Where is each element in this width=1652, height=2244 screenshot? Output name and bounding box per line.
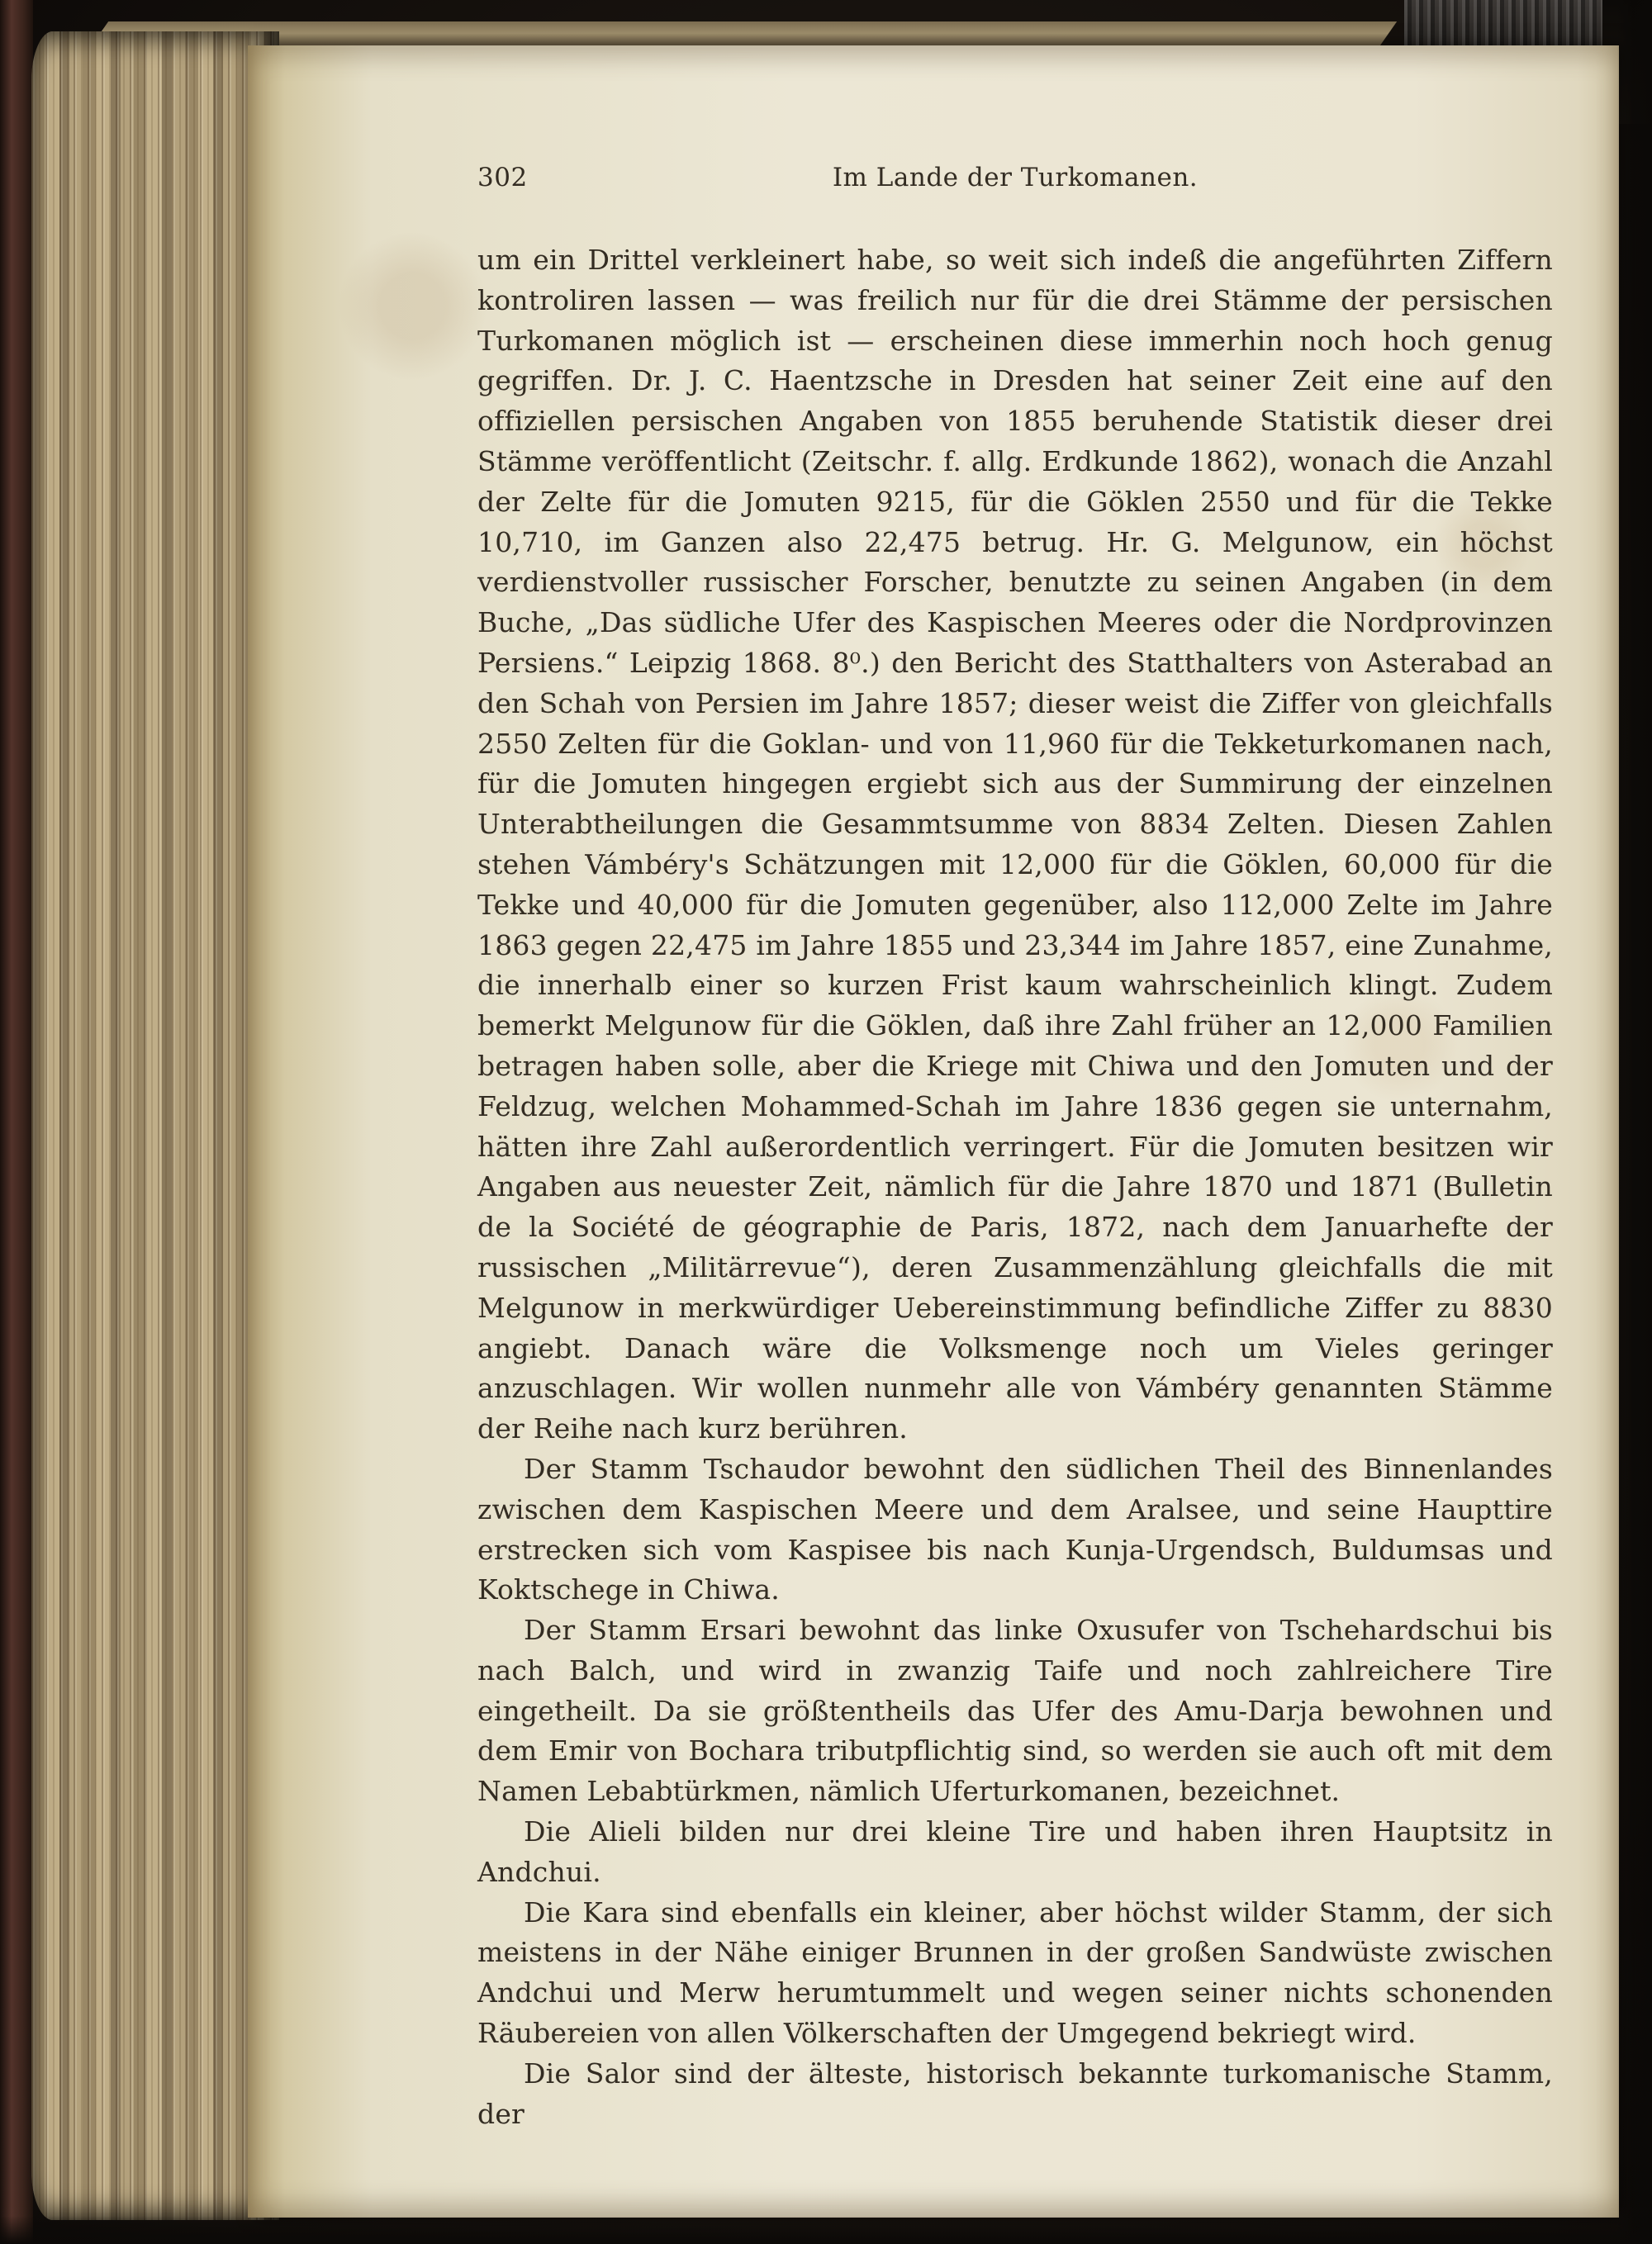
paragraph: Die Salor sind der älteste, historisch bekannte turkomanische Stamm, der (477, 2057, 1553, 2130)
paragraph: Die Alieli bilden nur drei kleine Tire und haben ihren Hauptsitz in Andchui. (477, 1815, 1553, 1888)
running-title: Im Lande der Turkomanen. (832, 163, 1199, 192)
paragraph: Die Kara sind ebenfalls ein kleiner, aber höchst wilder Stamm, der sich meistens in der Nähe einiger Brunnen in der großen Sandwüste zwischen Andchui und Merw herumtummelt und wegen seiner nichts schonenden Räubereien von allen Völkerschaften der Umgegend bekriegt wird. (477, 1895, 1553, 2050)
book-cover-edge (0, 0, 33, 2244)
page-stack-fore-edges (31, 31, 279, 2220)
body-text (477, 240, 1553, 2134)
background-bottom-edge (0, 2216, 1652, 2244)
page-top-edges (90, 21, 1397, 48)
paragraph: um ein Drittel verkleinert habe, so weit sich indeß die angeführten Ziffern kontroliren lassen — was freilich nur für die drei Stämme der persischen Turkomanen möglich ist — erscheinen diese immerhin noch hoch genug gegriffen. Dr. J. C. Haentzsche in Dresden hat seiner Zeit eine auf den offiziellen persischen Angaben von 1855 beruhende Statistik dieser drei Stämme veröffentlicht (Zeitschr. f. allg. Erdkunde 1862), wonach die Anzahl der Zelte für die Jomuten 9215, für die Göklen 2550 und für die Tekke 10,710, im Ganzen also 22,475 betrug. Hr. G. Melgunow, ein höchst verdienstvoller russischer Forscher, benutzte zu seinen Angaben (in dem Buche, „Das südliche Ufer des Kaspischen Meeres oder die Nordprovinzen Persiens.“ Leipzig 1868. 8⁰.) den Bericht des Statthalters von Asterabad an den Schah von Persien im Jahre 1857; dieser weist die Ziffer von gleichfalls 2550 Zelten für die Goklan- und von 11,960 für die Tekketurkomanen nach, für die Jomuten hingegen ergiebt sich aus der Summirung der einzelnen Unterabtheilungen die Gesammtsumme von 8834 Zelten. Diesen Zahlen stehen Vámbéry's Schätzungen mit 12,000 für die Göklen, 60,000 für die Tekke und 40,000 für die Jomuten gegenüber, also 112,000 Zelte im Jahre 1863 gegen 22,475 im Jahre 1855 und 23,344 im Jahre 1857, eine Zunahme, die innerhalb einer so kurzen Frist kaum wahrscheinlich klingt. Zudem bemerkt Melgunow für die Göklen, daß ihre Zahl früher an 12,000 Familien betragen haben solle, aber die Kriege mit Chiwa und den Jomuten und der Feldzug, welchen Mohammed-Schah im Jahre 1836 gegen sie unternahm, hätten ihre Zahl außerordentlich verringert. Für die Jomuten besitzen wir Angaben aus neuester Zeit, nämlich für die Jahre 1870 und 1871 (Bulletin de la Société de géographie de Paris, 1872, nach dem Januarhefte der russischen „Militärrevue“), deren Zusammenzählung gleichfalls die mit Melgunow in merkwürdiger Uebereinstimmung befindliche Ziffer zu 8830 angiebt. Danach wäre die Volksmenge noch um Vieles geringer anzuschlagen. Wir wollen nunmehr alle von Vámbéry genannten Stämme der Reihe nach kurz berühren. (477, 244, 1553, 1445)
paragraph: Der Stamm Tschaudor bewohnt den südlichen Theil des Binnenlandes zwischen dem Kaspischen Meere und dem Aralsee, und seine Haupttire erstrecken sich vom Kaspisee bis nach Kunja-Urgendsch, Buldumsas und Koktschege in Chiwa. (477, 1452, 1553, 1606)
background-right-edge (1617, 0, 1652, 2244)
book-page (248, 45, 1619, 2218)
page-number: 302 (477, 163, 528, 192)
running-header (477, 163, 1553, 202)
text-block (477, 163, 1553, 2134)
paragraph: Der Stamm Ersari bewohnt das linke Oxusufer von Tschehardschui bis nach Balch, und wird in zwanzig Taife und noch zahlreichere Tire eingetheilt. Da sie größtentheils das Ufer des Amu-Darja bewohnen und dem Emir von Bochara tributpflichtig sind, so werden sie auch oft mit dem Namen Lebabtürkmen, nämlich Uferturkomanen, bezeichnet. (477, 1614, 1553, 1808)
